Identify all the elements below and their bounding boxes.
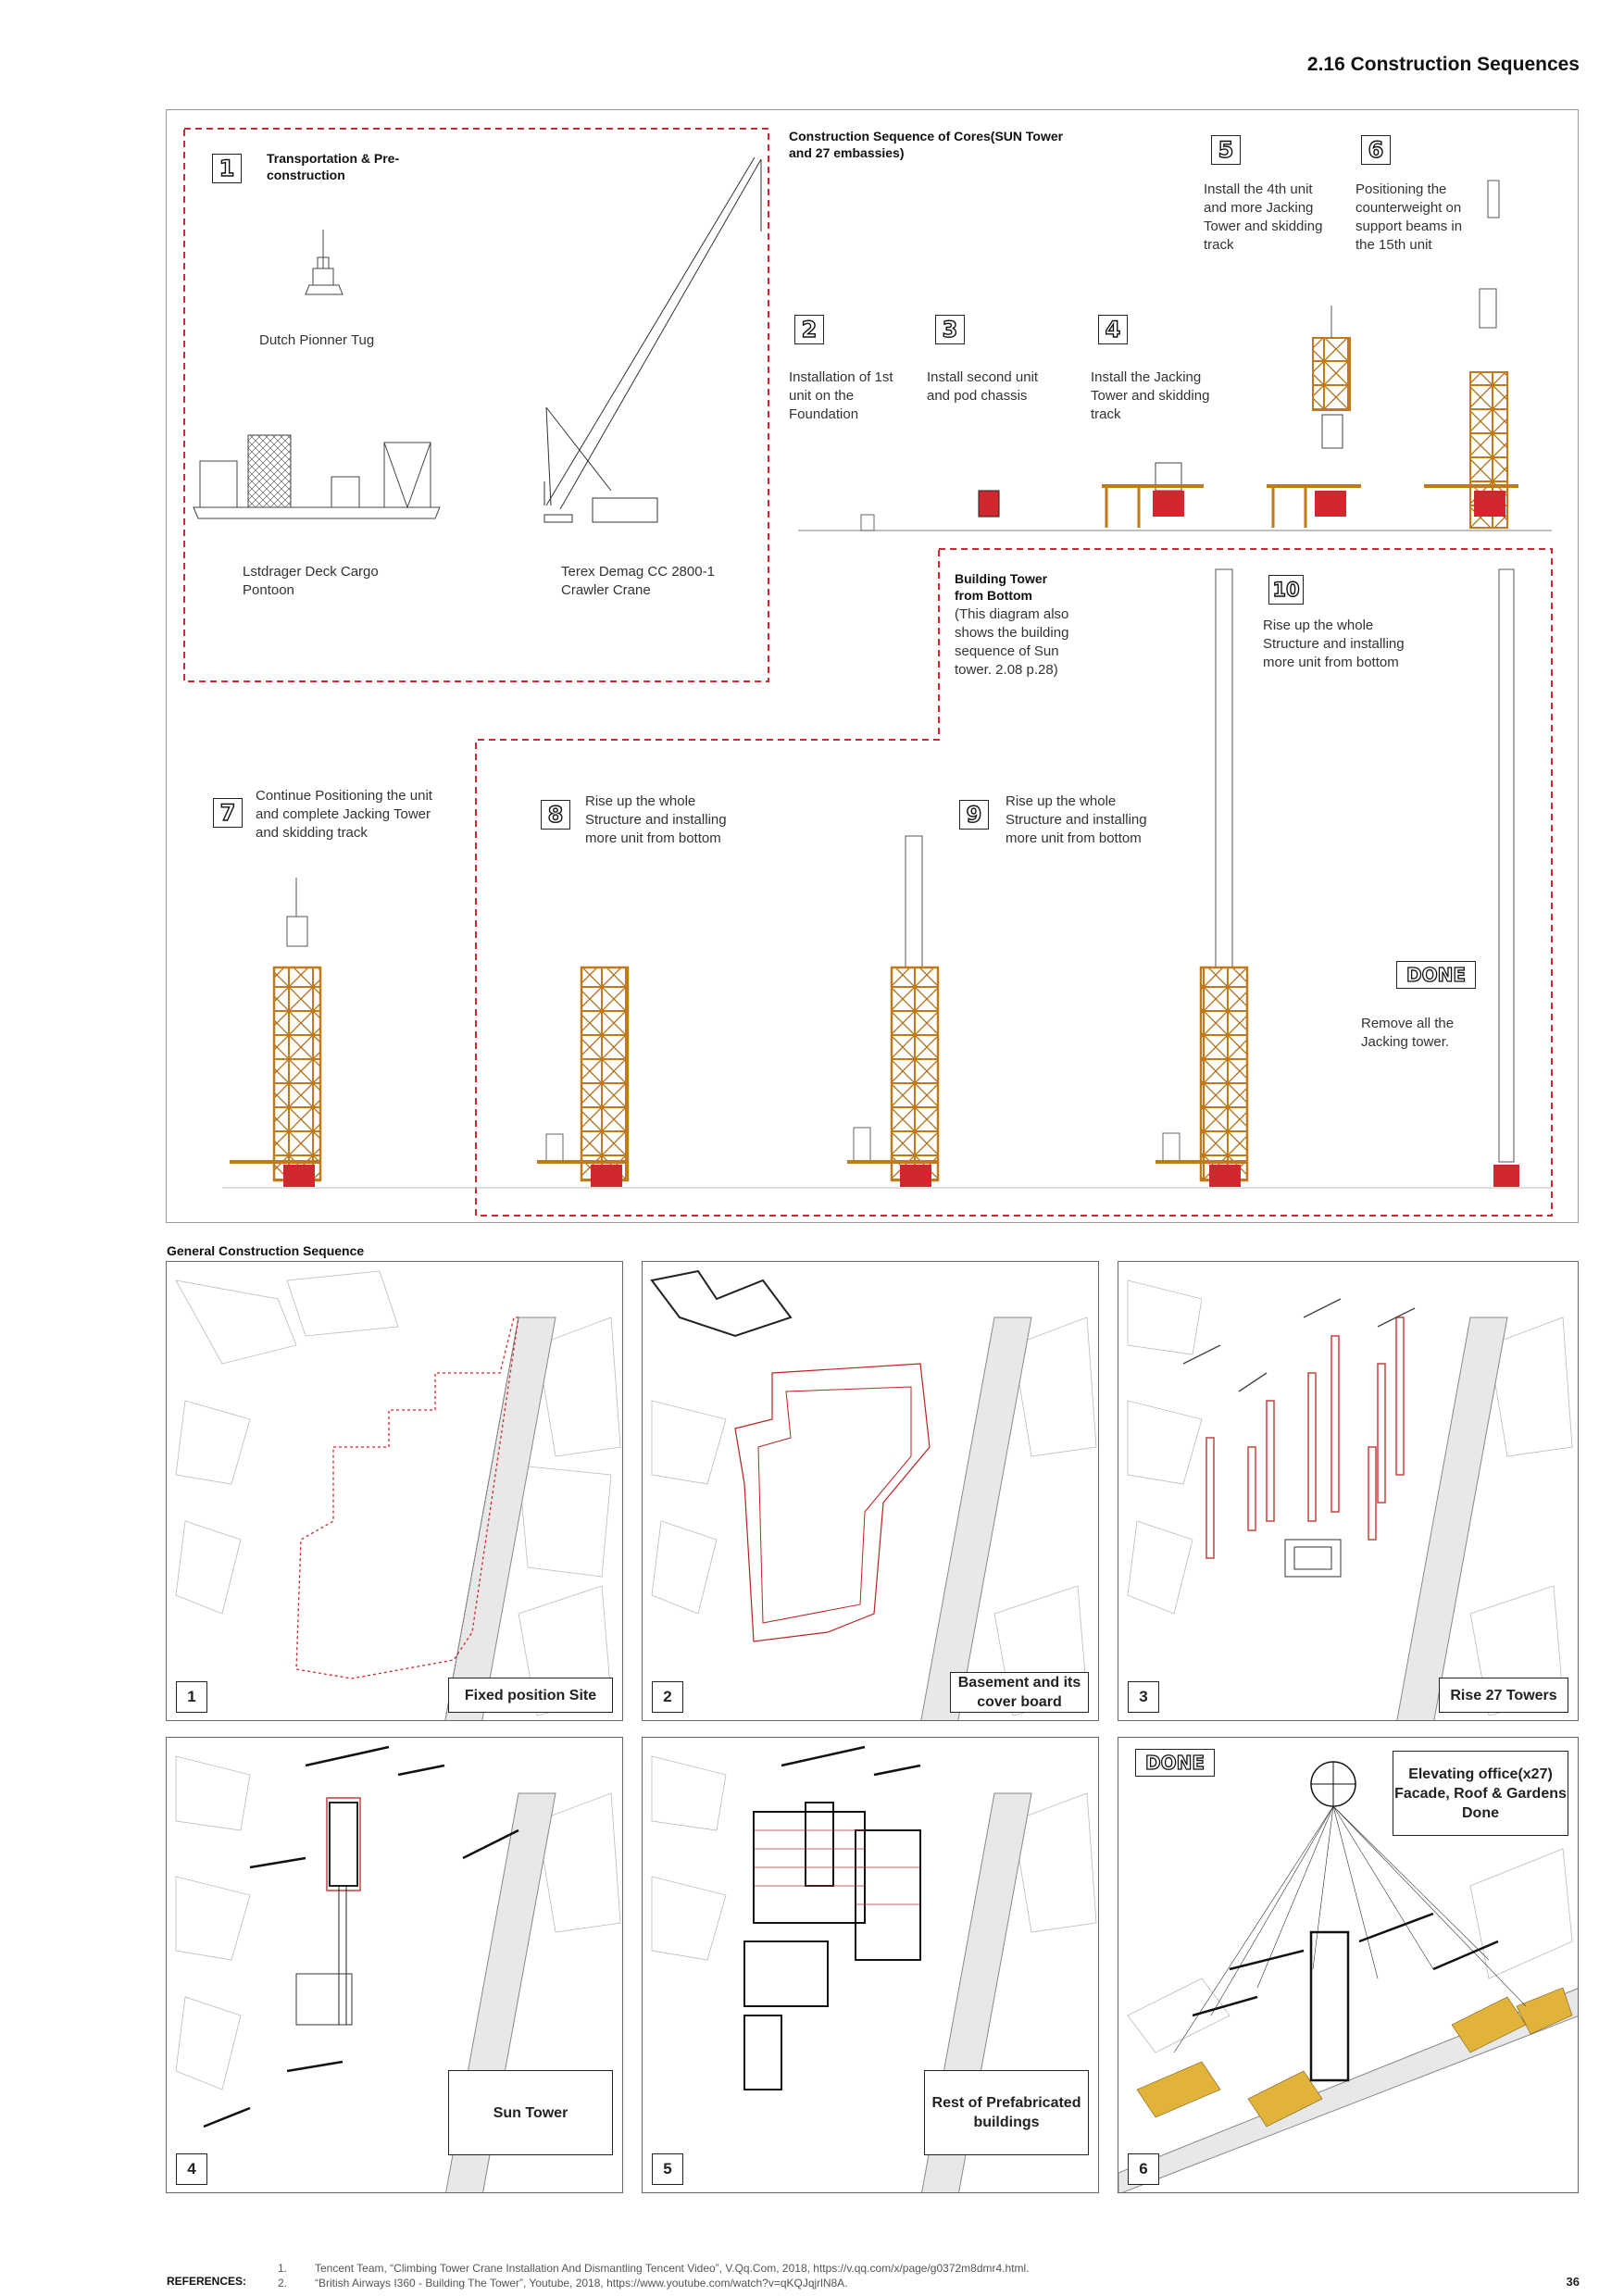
step-1-label: Transportation & Pre-construction <box>267 151 400 182</box>
panel-2 <box>642 1261 1099 1721</box>
page-title: 2.16 Construction Sequences <box>1306 54 1580 75</box>
reference-2-number: 2. <box>278 2277 288 2290</box>
cores-heading: Construction Sequence of Cores(SUN Tower and 27 embassies) <box>789 129 1064 160</box>
step-5-label: Install the 4th unit and more Jacking Tower and skidding track <box>1204 181 1323 253</box>
panel-6-done-badge: DONE <box>1135 1749 1215 1777</box>
step-10-label: Rise up the whole Structure and installing more unit from bottom <box>1263 618 1405 670</box>
panel-4-number: 4 <box>176 2153 207 2185</box>
panel-2-caption: Basement and its cover board <box>950 1672 1089 1713</box>
references-label: REFERENCES: <box>167 2275 247 2288</box>
panel-6 <box>1118 1737 1579 2193</box>
panel-2-number: 2 <box>652 1681 683 1713</box>
panel-3 <box>1118 1261 1579 1721</box>
panel-3-map <box>1118 1262 1579 1721</box>
step-7-label: Continue Positioning the unit and complete Jacking Tower and skidding track <box>256 788 432 841</box>
step-3-number: 3 <box>935 315 965 344</box>
panel-5 <box>642 1737 1099 2193</box>
panel-3-caption: Rise 27 Towers <box>1439 1678 1568 1713</box>
panel-5-number: 5 <box>652 2153 683 2185</box>
step-9-label: Rise up the whole Structure and installing more unit from bottom <box>1006 793 1147 846</box>
page-number: 36 <box>1566 2275 1580 2289</box>
done-text: Remove all the Jacking tower. <box>1361 1016 1455 1050</box>
panel-4-caption: Sun Tower <box>448 2070 613 2155</box>
step-3-label: Install second unit and pod chassis <box>927 369 1039 404</box>
step-8-label: Rise up the whole Structure and installing more unit from bottom <box>585 793 727 846</box>
step-4-number: 4 <box>1098 315 1128 344</box>
crawler-crane-drawing <box>544 157 761 522</box>
panel-4 <box>166 1737 623 2193</box>
step-6-label: Positioning the counterweight on support beams in the 15th unit <box>1355 181 1463 253</box>
step-5-number: 5 <box>1211 135 1241 165</box>
panel-3-number: 3 <box>1128 1681 1159 1713</box>
done-tower <box>1493 569 1519 1187</box>
step-6-number: 6 <box>1361 135 1391 165</box>
step-10-number: 10 <box>1268 575 1304 605</box>
step-2-number: 2 <box>794 315 824 344</box>
step5-tower <box>1267 306 1361 528</box>
step3-tower <box>979 491 999 517</box>
step9-tower <box>847 836 938 1187</box>
step7-tower <box>230 878 320 1187</box>
step8-tower <box>537 967 628 1187</box>
panel-1-caption: Fixed position Site <box>448 1678 613 1713</box>
building-note: (This diagram also shows the building sequence of Sun tower. 2.08 p.28) <box>955 606 1069 678</box>
reference-1-number: 1. <box>278 2262 288 2275</box>
panel-2-map <box>643 1262 1099 1721</box>
step-1-number: 1 <box>212 154 242 183</box>
pontoon-label: Lstdrager Deck Cargo Pontoon <box>243 564 379 598</box>
done-badge: DONE <box>1396 961 1476 989</box>
general-heading: General Construction Sequence <box>167 1243 365 1258</box>
panel-6-caption: Elevating office(x27) Facade, Roof & Gardens Done <box>1393 1751 1568 1836</box>
step-7-number: 7 <box>213 798 243 828</box>
panel-6-number: 6 <box>1128 2153 1159 2185</box>
building-heading: Building Tower from Bottom <box>955 571 1048 603</box>
step-8-number: 8 <box>541 800 570 830</box>
panel-5-caption: Rest of Prefabricated buildings <box>924 2070 1089 2155</box>
step4-tower <box>1102 463 1204 528</box>
tug-label: Dutch Pionner Tug <box>259 332 375 348</box>
panel-1 <box>166 1261 623 1721</box>
reference-1: Tencent Team, “Climbing Tower Crane Installation And Dismantling Tencent Video”, V.Qq.Com, 2018, https://v.qq.com/x/page/g0372m8dmr4.html. <box>315 2262 1030 2275</box>
crane-label: Terex Demag CC 2800-1 Crawler Crane <box>561 564 715 598</box>
step-4-label: Install the Jacking Tower and skidding track <box>1091 369 1210 422</box>
step2-tower <box>861 515 874 530</box>
step-2-label: Installation of 1st unit on the Foundation <box>789 369 893 422</box>
step-9-number: 9 <box>959 800 989 830</box>
pontoon-drawing <box>194 435 440 518</box>
panel-1-number: 1 <box>176 1681 207 1713</box>
step10-tower <box>1156 569 1247 1187</box>
reference-2: “British Airways I360 - Building The Tower”, Youtube, 2018, https://www.youtube.com/watch?v=qKQJqjrlN8A. <box>315 2277 848 2290</box>
panel-1-map <box>167 1262 623 1721</box>
tug-drawing <box>306 230 343 294</box>
